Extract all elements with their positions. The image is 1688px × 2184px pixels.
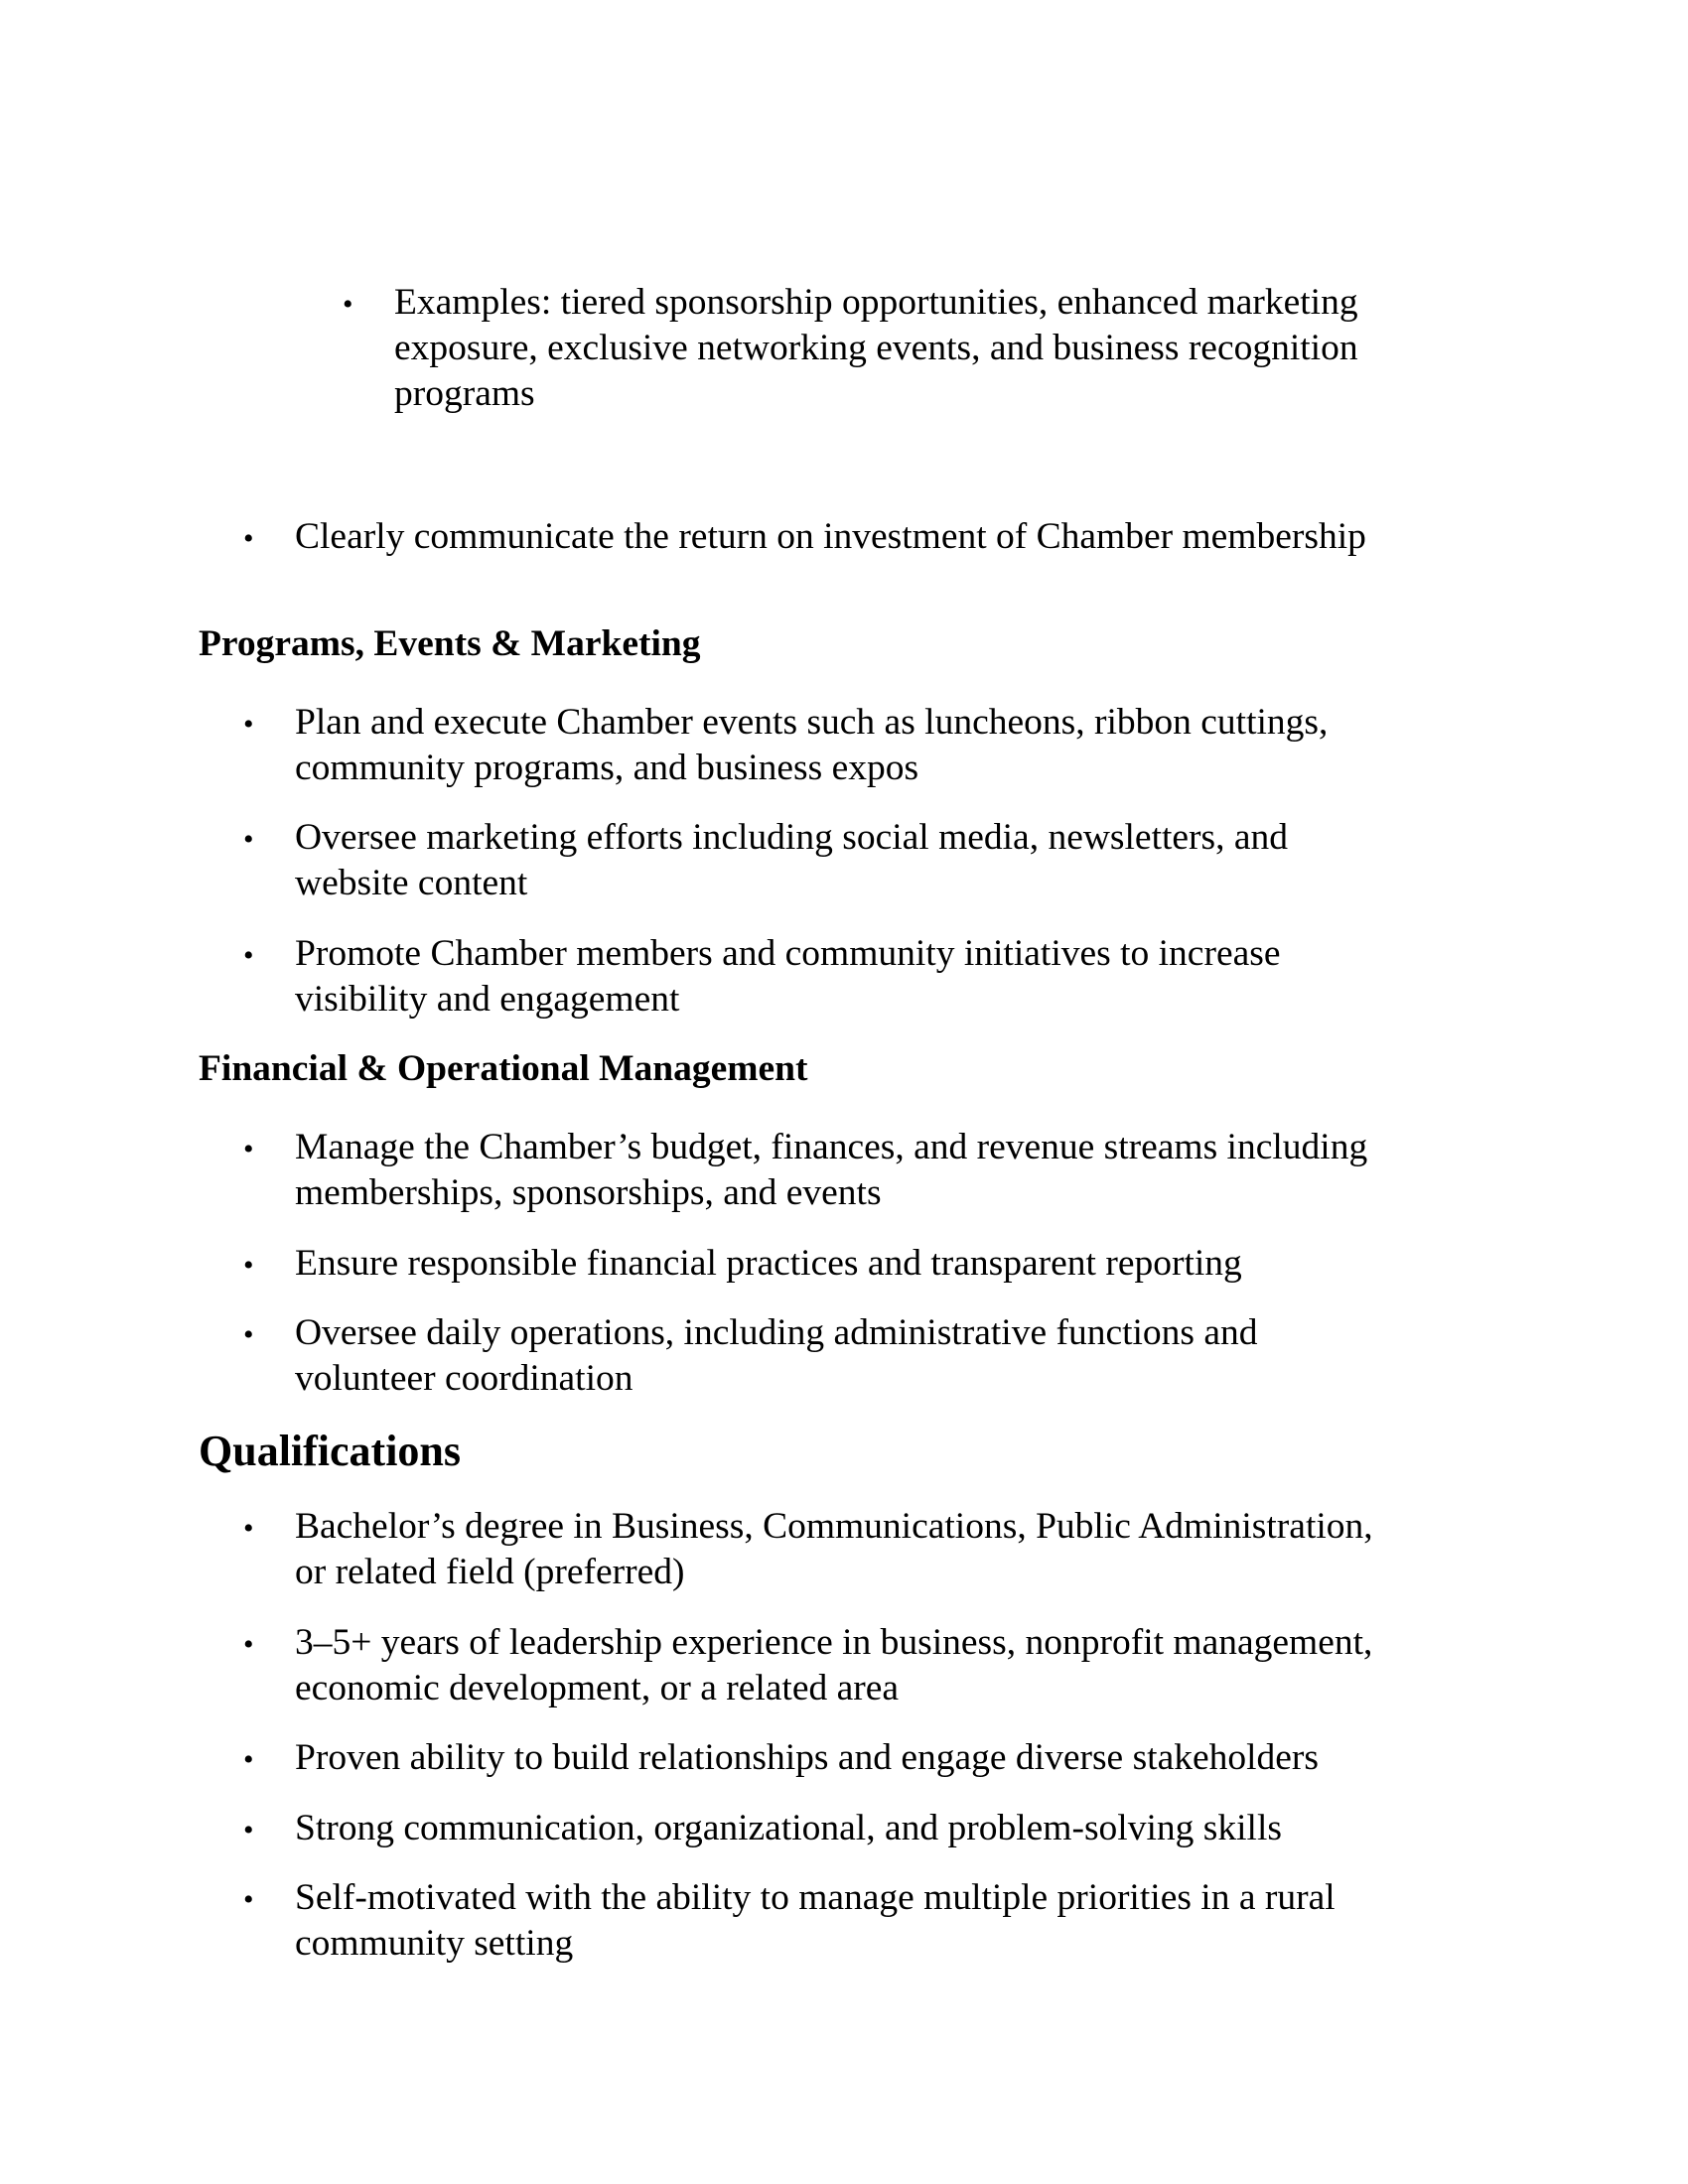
bullet-line: Clearly communicate the return on investment of Chamber membership (295, 516, 1366, 557)
bullet-icon: • (243, 823, 254, 856)
bullet-line: programs (394, 373, 535, 414)
bullet-line: or related field (preferred) (295, 1552, 685, 1592)
bullet-line: Proven ability to build relationships and engage diverse stakeholders (295, 1737, 1320, 1778)
bullet-line: visibility and engagement (295, 979, 680, 1020)
bullet-icon: • (243, 1318, 254, 1351)
bullet-icon: • (243, 1133, 254, 1165)
section-heading-qualifications: Qualifications (199, 1427, 462, 1475)
bullet-line: Ensure responsible financial practices and transparent reporting (295, 1243, 1242, 1284)
bullet-line: economic development, or a related area (295, 1668, 900, 1708)
bullet-line: volunteer coordination (295, 1358, 633, 1399)
bullet-icon: • (243, 1249, 254, 1282)
bullet-line: Oversee daily operations, including administrative functions and (295, 1312, 1258, 1353)
bullet-line: Bachelor’s degree in Business, Communications, Public Administration, (295, 1506, 1373, 1547)
bullet-line: Examples: tiered sponsorship opportunities, enhanced marketing (394, 282, 1358, 323)
bullet-icon: • (243, 1512, 254, 1545)
bullet-line: memberships, sponsorships, and events (295, 1172, 882, 1213)
bullet-line: 3–5+ years of leadership experience in business, nonprofit management, (295, 1622, 1373, 1663)
bullet-line: Promote Chamber members and community initiatives to increase (295, 933, 1281, 974)
bullet-line: Strong communication, organizational, and problem-solving skills (295, 1808, 1282, 1848)
bullet-icon: • (243, 939, 254, 972)
bullet-line: Manage the Chamber’s budget, finances, and revenue streams including (295, 1127, 1368, 1167)
bullet-line: website content (295, 863, 528, 903)
bullet-icon: • (343, 288, 353, 321)
bullet-line: exposure, exclusive networking events, and business recognition (394, 328, 1358, 368)
bullet-icon: • (243, 522, 254, 555)
bullet-line: Plan and execute Chamber events such as luncheons, ribbon cuttings, (295, 702, 1329, 743)
bullet-line: community programs, and business expos (295, 748, 919, 788)
bullet-line: community setting (295, 1923, 574, 1964)
bullet-icon: • (243, 1628, 254, 1661)
bullet-icon: • (243, 1814, 254, 1846)
bullet-line: Oversee marketing efforts including social media, newsletters, and (295, 817, 1289, 858)
bullet-icon: • (243, 1743, 254, 1776)
bullet-line: Self-motivated with the ability to manage multiple priorities in a rural (295, 1877, 1336, 1918)
bullet-icon: • (243, 708, 254, 741)
bullet-icon: • (243, 1883, 254, 1916)
section-heading-programs: Programs, Events & Marketing (199, 623, 701, 664)
section-heading-financial: Financial & Operational Management (199, 1048, 808, 1089)
